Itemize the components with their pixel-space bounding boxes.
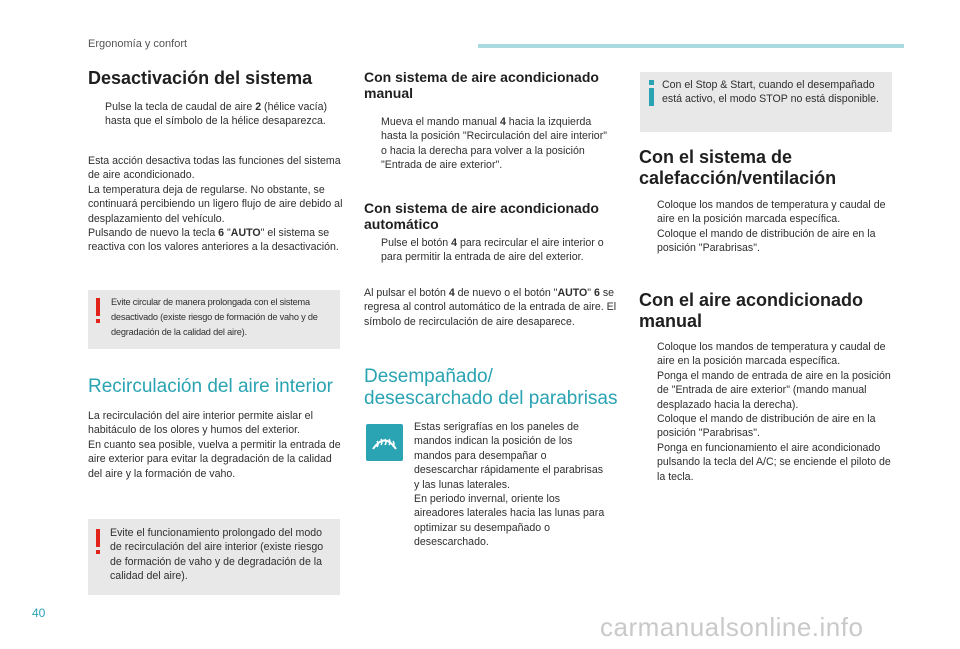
list-item: Mueva el mando manual 4 hacia la izquierda hasta la posición "Recirculación del aire interior" o hacia la derecha para volver a la posición "Entrada de aire exterior".	[381, 116, 607, 172]
title-calefaccion: Con el sistema de calefacción/ventilación	[639, 147, 837, 188]
warning-notice-2: Evite el funcionamiento prolongado del modo de recirculación del aire interior (existe riesgo de formación de vaho y de degradación de la calidad del aire).	[88, 519, 340, 595]
warning-icon	[94, 298, 102, 324]
list-item: Pulse la tecla de caudal de aire 2 (hélice vacía) hasta que el símbolo de la hélice desaparezca.	[105, 101, 328, 128]
watermark: carmanualsonline.info	[600, 612, 864, 642]
warning-notice-1: Evite circular de manera prolongada con el sistema desactivado (existe riesgo de formación de vaho y de degradación de la calidad del aire).	[88, 290, 340, 349]
list-item: Ponga el mando de entrada de aire en la posición de "Entrada de aire exterior" (mando manual desplazado hacia la derecha).	[657, 369, 891, 411]
section-label: Ergonomía y confort	[88, 38, 188, 50]
list-item: Coloque los mandos de temperatura y caudal de aire en la posición marcada específica.	[657, 341, 886, 368]
paragraph-desempanado: Estas serigrafías en los paneles de mandos indican la posición de los mandos para desempañar o desescarchar rápidamente el parabrisas y las lunas laterales. En periodo invernal, oriente los aireadores laterales hacia las lunas para optimizar su desempañado o desescarchado.	[414, 421, 605, 549]
page-number: 40	[32, 606, 46, 620]
bullet-list-1	[88, 100, 343, 129]
title-desactivacion: Desactivación del sistema	[88, 68, 313, 88]
title-aire-acondicionado-manual: Con el aire acondicionado manual	[639, 290, 864, 331]
header-accent-bar	[478, 44, 904, 48]
warning-icon	[94, 529, 102, 555]
info-icon	[648, 80, 656, 106]
title-aire-automatico: Con sistema de aire acondicionado automático	[364, 200, 599, 232]
bullet-list-5	[640, 340, 895, 484]
list-item: Ponga en funcionamiento el aire acondicionado pulsando la tecla del A/C; se enciende el piloto de la tecla.	[657, 441, 891, 483]
bullet-list-3	[364, 236, 618, 265]
list-item: Pulse el botón 4 para recircular el aire interior o para permitir la entrada de aire del exterior.	[381, 237, 604, 264]
windshield-defrost-icon	[366, 424, 403, 461]
list-item: Coloque el mando de distribución de aire en la posición "Parabrisas".	[657, 227, 876, 255]
paragraph-block: Esta acción desactiva todas las funciones del sistema de aire acondicionado. La temperatura deja de regularse. No obstante, se continuará percibiendo un ligero flujo de aire debido al desplazamiento del vehículo. Pulsando de nuevo la tecla 6 "AUTO" el sistema se reactiva con los valores anteriores a la desactivación.	[88, 155, 343, 254]
title-desempanado: Desempañado/ desescarchado del parabrisas	[364, 366, 618, 409]
bullet-list-4	[640, 198, 895, 256]
paragraph-auto: Al pulsar el botón 4 de nuevo o el botón "AUTO" 6 se regresa al control automático de la entrada de aire. El símbolo de recirculación de aire desaparece.	[364, 287, 617, 328]
list-item: Coloque los mandos de temperatura y caudal de aire en la posición marcada específica.	[657, 199, 886, 226]
list-item: Coloque el mando de distribución de aire en la posición "Parabrisas".	[657, 413, 876, 440]
paragraph-recirculacion: La recirculación del aire interior permite aislar el habitáculo de los olores y humos del exterior. En cuanto sea posible, vuelva a permitir la entrada de aire exterior para evitar la degradación de la calidad del aire y la formación de vaho.	[88, 410, 341, 480]
title-recirculacion: Recirculación del aire interior	[88, 376, 333, 397]
info-notice: Con el Stop & Start, cuando el desempañado está activo, el modo STOP no está disponible.	[640, 72, 892, 132]
title-aire-manual: Con sistema de aire acondicionado manual	[364, 69, 599, 101]
bullet-list-2	[364, 115, 614, 173]
